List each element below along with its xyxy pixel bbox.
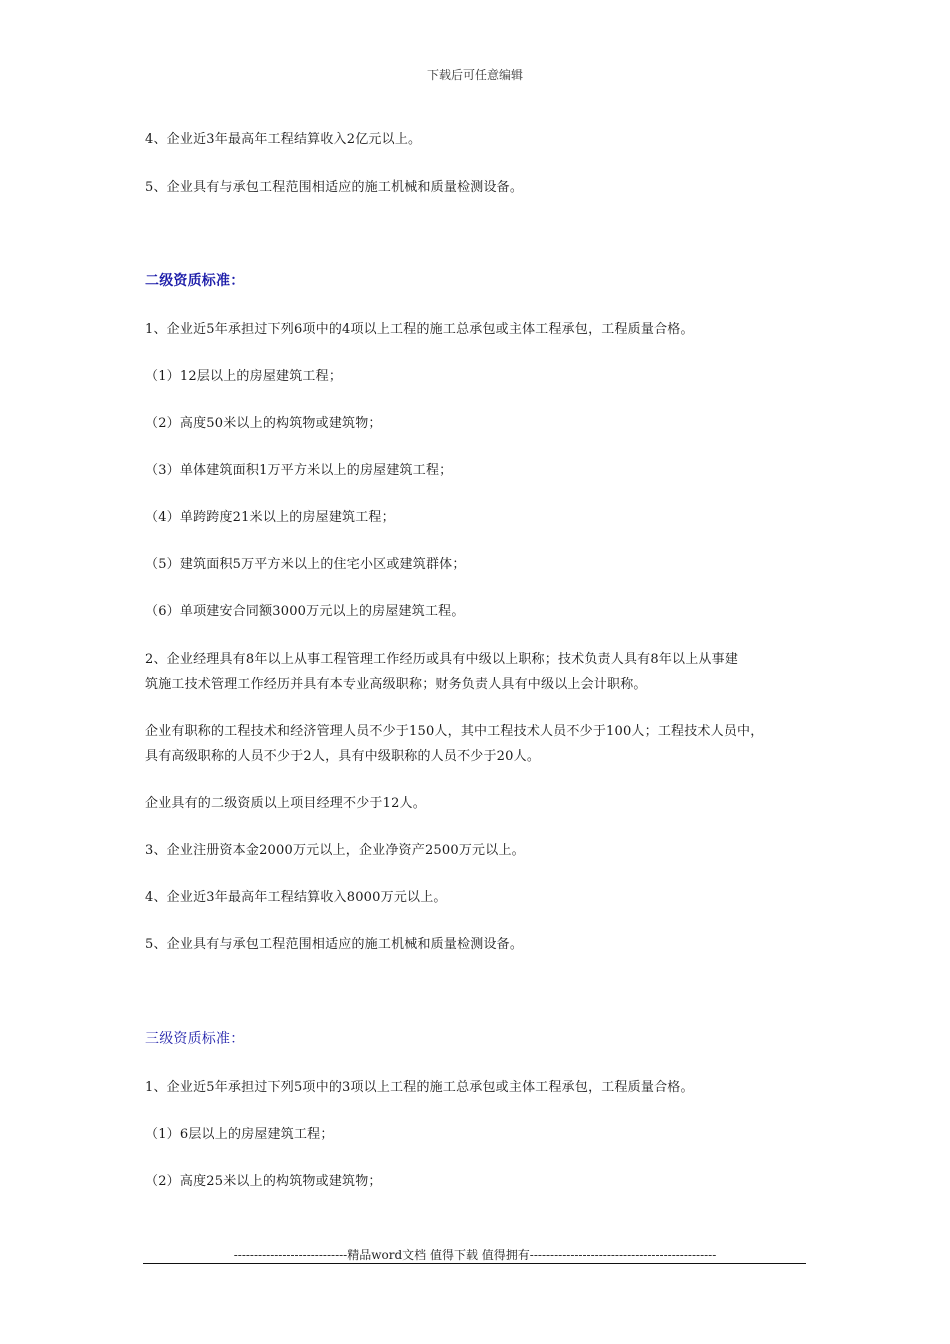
page-header: 下载后可任意编辑 <box>426 68 523 82</box>
list-item: （3）单体建筑面积1万平方米以上的房屋建筑工程； <box>145 463 453 478</box>
paragraph: 企业有职称的工程技术和经济管理人员不少于150人，其中工程技术人员不少于100人；工程技术人员中， <box>145 724 764 739</box>
list-item: （1）12层以上的房屋建筑工程； <box>145 369 343 384</box>
paragraph: 5、企业具有与承包工程范围相适应的施工机械和质量检测设备。 <box>145 180 524 195</box>
paragraph-continuation: 筑施工技术管理工作经历并具有本专业高级职称；财务负责人具有中级以上会计职称。 <box>145 677 647 692</box>
paragraph: 4、企业近3年最高年工程结算收入8000万元以上。 <box>145 890 447 905</box>
list-item: （5）建筑面积5万平方米以上的住宅小区或建筑群体； <box>145 557 466 572</box>
list-item: （2）高度50米以上的构筑物或建筑物； <box>145 416 382 431</box>
paragraph: 1、企业近5年承担过下列5项中的3项以上工程的施工总承包或主体工程承包，工程质量合格。 <box>145 1080 694 1095</box>
paragraph: 5、企业具有与承包工程范围相适应的施工机械和质量检测设备。 <box>145 937 524 952</box>
paragraph: 1、企业近5年承担过下列6项中的4项以上工程的施工总承包或主体工程承包，工程质量合格。 <box>145 322 694 337</box>
section-heading-level-3: 三级资质标准： <box>145 1031 245 1047</box>
list-item: （1）6层以上的房屋建筑工程； <box>145 1127 334 1142</box>
list-item: （4）单跨跨度21米以上的房屋建筑工程； <box>145 510 395 525</box>
paragraph: 3、企业注册资本金2000万元以上，企业净资产2500万元以上。 <box>145 843 525 858</box>
list-item: （6）单项建安合同额3000万元以上的房屋建筑工程。 <box>145 604 465 619</box>
paragraph: 2、企业经理具有8年以上从事工程管理工作经历或具有中级以上职称；技术负责人具有8年以上从事建 <box>145 652 739 667</box>
page-footer: ----------------------------精品word文档 值得下载 值得拥有---------------------------------------------- <box>233 1248 717 1262</box>
list-item: （2）高度25米以上的构筑物或建筑物； <box>145 1174 382 1189</box>
section-heading-level-2: 二级资质标准： <box>145 273 245 289</box>
paragraph: 4、企业近3年最高年工程结算收入2亿元以上。 <box>145 132 422 147</box>
footer-divider <box>143 1263 806 1264</box>
paragraph-continuation: 具有高级职称的人员不少于2人，具有中级职称的人员不少于20人。 <box>145 749 541 764</box>
paragraph: 企业具有的二级资质以上项目经理不少于12人。 <box>145 796 426 811</box>
